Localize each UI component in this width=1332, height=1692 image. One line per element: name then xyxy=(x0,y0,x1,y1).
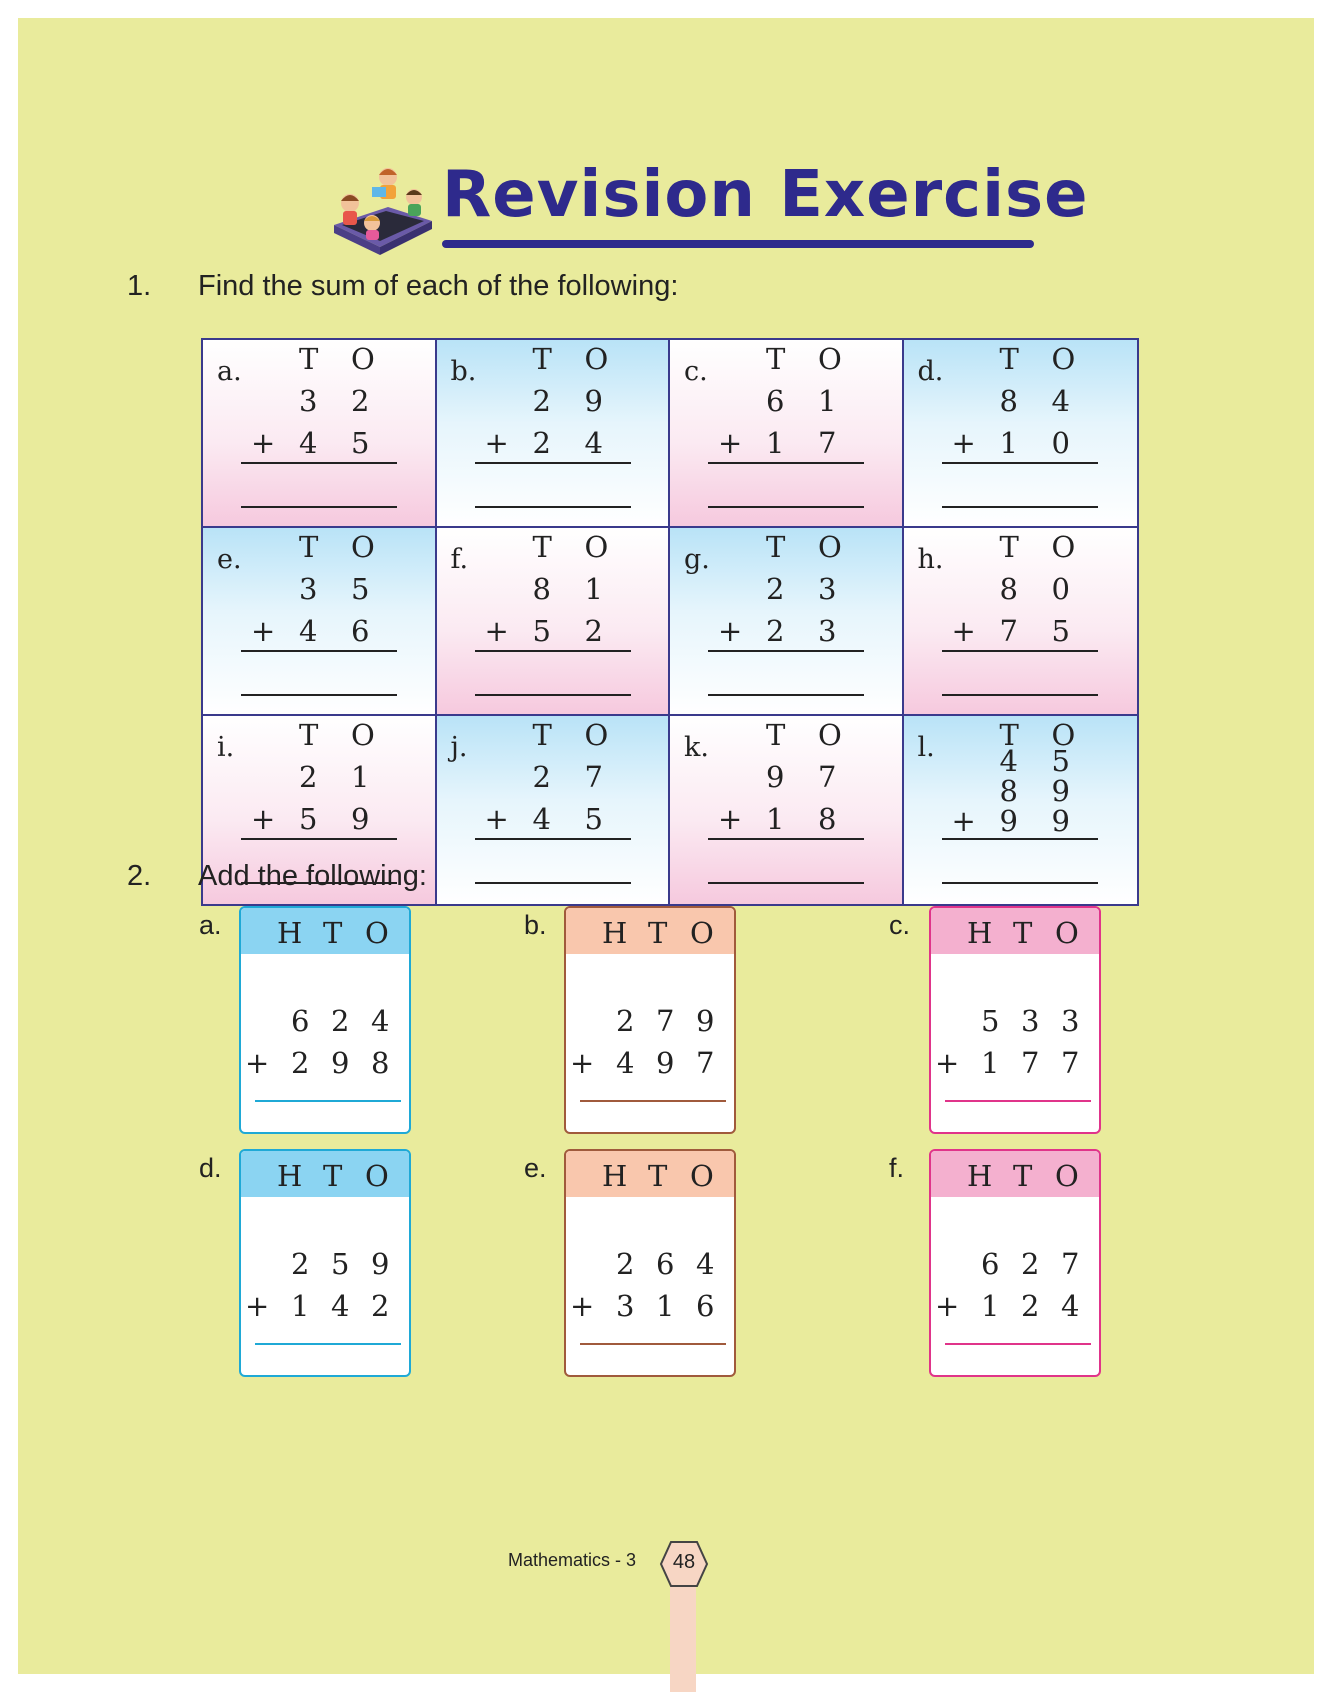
answer-line xyxy=(580,1100,726,1102)
addition-card xyxy=(239,906,411,1134)
sum-problem-cell xyxy=(670,340,904,528)
answer-line xyxy=(255,1343,401,1345)
page-number-badge xyxy=(659,1540,709,1588)
sum-problem-cell xyxy=(670,528,904,716)
tens-digit: 9 xyxy=(331,1046,350,1080)
tens-digit: 4 xyxy=(532,802,551,836)
answer-box xyxy=(708,462,864,508)
tens-header: T xyxy=(766,342,786,376)
tens-digit: 4 xyxy=(299,426,318,460)
hundreds-digit: 6 xyxy=(291,1004,310,1038)
tens-digit: 2 xyxy=(532,426,551,460)
ones-header: O xyxy=(690,1159,714,1193)
tens-digit: 5 xyxy=(331,1247,350,1281)
answer-line xyxy=(945,1343,1091,1345)
answer-box xyxy=(708,650,864,696)
problem-label: f. xyxy=(450,544,469,575)
ones-digit: 9 xyxy=(696,1004,715,1038)
ones-digit: 0 xyxy=(1051,426,1070,460)
ones-digit: 4 xyxy=(584,426,603,460)
answer-line xyxy=(255,1100,401,1102)
ones-digit: 5 xyxy=(351,426,370,460)
tens-digit: 4 xyxy=(299,614,318,648)
question-instruction: Add the following: xyxy=(198,860,427,892)
page xyxy=(18,18,1314,1674)
tens-header: T xyxy=(999,530,1019,564)
plus-sign: + xyxy=(570,1289,595,1323)
tens-digit: 9 xyxy=(656,1046,675,1080)
ones-digit: 4 xyxy=(1061,1289,1080,1323)
hundreds-header: H xyxy=(602,916,628,950)
plus-sign: + xyxy=(245,1289,270,1323)
place-value-header xyxy=(241,1151,409,1197)
tens-digit: 3 xyxy=(1021,1004,1040,1038)
hundreds-digit: 2 xyxy=(291,1247,310,1281)
place-value-header xyxy=(931,1151,1099,1197)
tens-digit: 1 xyxy=(766,426,785,460)
ones-digit: 2 xyxy=(371,1289,390,1323)
ones-header: O xyxy=(365,916,389,950)
sum-problem-cell xyxy=(670,716,904,904)
answer-box xyxy=(942,462,1098,508)
ones-digit: 2 xyxy=(351,384,370,418)
plus-sign: + xyxy=(484,802,509,836)
answer-box xyxy=(942,650,1098,696)
ones-digit: 6 xyxy=(696,1289,715,1323)
hundreds-digit: 1 xyxy=(981,1289,1000,1323)
ones-header: O xyxy=(818,342,842,376)
tens-digit: 2 xyxy=(532,384,551,418)
tens-digit: 3 xyxy=(299,572,318,606)
ones-digit: 4 xyxy=(371,1004,390,1038)
ones-header: O xyxy=(818,530,842,564)
answer-box xyxy=(708,838,864,884)
ones-header: O xyxy=(1055,916,1079,950)
tens-header: T xyxy=(532,718,552,752)
problem-label: a. xyxy=(199,910,222,940)
place-value-header xyxy=(241,908,409,954)
hundreds-digit: 2 xyxy=(616,1247,635,1281)
tens-header: T xyxy=(1013,1159,1033,1193)
ones-digit: 4 xyxy=(1051,384,1070,418)
ones-digit: 1 xyxy=(818,384,837,418)
ones-digit: 7 xyxy=(696,1046,715,1080)
hundreds-digit: 1 xyxy=(291,1289,310,1323)
question-number: 1. xyxy=(127,270,152,302)
tens-digit: 9 xyxy=(766,760,785,794)
tens-header: T xyxy=(323,916,343,950)
problem-label: d. xyxy=(199,1153,222,1183)
ones-header: O xyxy=(584,718,609,752)
sum-problem-cell xyxy=(203,528,437,716)
ones-digit: 5 xyxy=(1051,614,1070,648)
answer-box xyxy=(241,650,397,696)
tens-digit: 8 xyxy=(532,572,551,606)
tens-header: T xyxy=(299,342,319,376)
ones-header: O xyxy=(351,342,375,376)
plus-sign: + xyxy=(484,614,509,648)
addition-card xyxy=(564,906,736,1134)
plus-sign: + xyxy=(935,1289,960,1323)
tens-digit: 7 xyxy=(656,1004,675,1038)
page-title: Revision Exercise xyxy=(442,158,1089,232)
hundreds-header: H xyxy=(602,1159,628,1193)
tens-digit: 9 xyxy=(999,804,1018,838)
plus-sign: + xyxy=(570,1046,595,1080)
problem-label: e. xyxy=(524,1153,547,1183)
ones-digit: 5 xyxy=(1051,744,1070,778)
tens-header: T xyxy=(648,916,668,950)
ones-digit: 3 xyxy=(1061,1004,1080,1038)
title-block xyxy=(328,158,1089,258)
plus-sign: + xyxy=(251,802,276,836)
answer-line xyxy=(580,1343,726,1345)
ones-digit: 1 xyxy=(351,760,370,794)
tens-digit: 5 xyxy=(299,802,318,836)
hundreds-digit: 6 xyxy=(981,1247,1000,1281)
ones-digit: 0 xyxy=(1051,572,1070,606)
tens-digit: 4 xyxy=(999,744,1018,778)
ones-digit: 9 xyxy=(1051,804,1070,838)
ones-digit: 3 xyxy=(818,614,837,648)
tens-digit: 2 xyxy=(766,572,785,606)
tens-header: T xyxy=(648,1159,668,1193)
addition-card xyxy=(929,1149,1101,1377)
sum-problem-cell xyxy=(203,340,437,528)
ones-digit: 8 xyxy=(371,1046,390,1080)
problem-label: i. xyxy=(217,732,235,763)
tens-header: T xyxy=(1013,916,1033,950)
hundreds-header: H xyxy=(277,1159,303,1193)
hundreds-header: H xyxy=(967,1159,993,1193)
ones-digit: 1 xyxy=(584,572,603,606)
problem-label: f. xyxy=(889,1153,905,1183)
tens-digit: 7 xyxy=(999,614,1018,648)
ones-digit: 9 xyxy=(351,802,370,836)
tens-digit: 6 xyxy=(766,384,785,418)
hundreds-digit: 2 xyxy=(291,1046,310,1080)
tens-header: T xyxy=(766,530,786,564)
problem-label: a. xyxy=(217,356,242,387)
ones-header: O xyxy=(1051,718,1076,752)
tens-digit: 3 xyxy=(299,384,318,418)
tens-digit: 7 xyxy=(1021,1046,1040,1080)
sum-problem-cell xyxy=(904,716,1138,904)
place-value-header xyxy=(566,908,734,954)
title-underline xyxy=(442,240,1034,248)
problem-label: b. xyxy=(524,910,547,940)
ones-digit: 3 xyxy=(818,572,837,606)
tens-digit: 2 xyxy=(331,1004,350,1038)
tens-header: T xyxy=(323,1159,343,1193)
problem-label: h. xyxy=(917,544,944,575)
problem-label: k. xyxy=(684,732,709,763)
sum-problem-cell xyxy=(904,340,1138,528)
footer-subject: Mathematics - 3 xyxy=(508,1550,637,1570)
answer-box xyxy=(475,838,631,884)
tens-header: T xyxy=(766,718,786,752)
tens-digit: 2 xyxy=(299,760,318,794)
problem-label: c. xyxy=(684,356,708,387)
tens-header: T xyxy=(532,342,552,376)
sum-problem-cell xyxy=(437,528,671,716)
ones-digit: 8 xyxy=(818,802,837,836)
plus-sign: + xyxy=(951,614,976,648)
hundreds-digit: 1 xyxy=(981,1046,1000,1080)
place-value-header xyxy=(931,908,1099,954)
tens-header: T xyxy=(532,530,552,564)
tens-digit: 6 xyxy=(656,1247,675,1281)
sum-problem-cell xyxy=(437,340,671,528)
ones-digit: 4 xyxy=(696,1247,715,1281)
ones-digit: 9 xyxy=(371,1247,390,1281)
tens-digit: 2 xyxy=(532,760,551,794)
ones-digit: 9 xyxy=(1051,774,1070,808)
tens-digit: 2 xyxy=(766,614,785,648)
tens-header: T xyxy=(999,342,1019,376)
problem-label: l. xyxy=(917,732,935,763)
plus-sign: + xyxy=(718,426,743,460)
children-reading-book-icon xyxy=(328,163,438,258)
tens-header: T xyxy=(299,718,319,752)
ones-digit: 5 xyxy=(584,802,603,836)
answer-box xyxy=(475,462,631,508)
ones-digit: 2 xyxy=(584,614,603,648)
page-tab-strip xyxy=(670,1578,696,1692)
tens-digit: 2 xyxy=(1021,1289,1040,1323)
plus-sign: + xyxy=(251,426,276,460)
tens-digit: 1 xyxy=(766,802,785,836)
ones-digit: 7 xyxy=(584,760,603,794)
plus-sign: + xyxy=(718,614,743,648)
addition-card xyxy=(564,1149,736,1377)
tens-digit: 1 xyxy=(999,426,1018,460)
sum-problem-cell xyxy=(904,528,1138,716)
addition-card xyxy=(929,906,1101,1134)
hundreds-digit: 4 xyxy=(616,1046,635,1080)
ones-header: O xyxy=(365,1159,389,1193)
place-value-header xyxy=(566,1151,734,1197)
question-instruction: Find the sum of each of the following: xyxy=(198,270,679,302)
plus-sign: + xyxy=(951,426,976,460)
plus-sign: + xyxy=(245,1046,270,1080)
problem-label: d. xyxy=(917,356,944,387)
answer-box xyxy=(475,650,631,696)
question-number: 2. xyxy=(127,860,152,892)
ones-digit: 7 xyxy=(818,426,837,460)
tens-digit: 8 xyxy=(999,384,1018,418)
problem-label: b. xyxy=(450,356,477,387)
hundreds-header: H xyxy=(277,916,303,950)
ones-header: O xyxy=(584,530,609,564)
ones-digit: 6 xyxy=(351,614,370,648)
ones-digit: 7 xyxy=(818,760,837,794)
tens-digit: 4 xyxy=(331,1289,350,1323)
ones-header: O xyxy=(584,342,609,376)
problem-label: j. xyxy=(450,732,468,763)
plus-sign: + xyxy=(935,1046,960,1080)
problem-label: g. xyxy=(684,544,710,575)
tens-digit: 2 xyxy=(1021,1247,1040,1281)
ones-digit: 9 xyxy=(584,384,603,418)
tens-header: T xyxy=(299,530,319,564)
plus-sign: + xyxy=(251,614,276,648)
plus-sign: + xyxy=(951,804,976,838)
problem-label: c. xyxy=(889,910,911,940)
ones-header: O xyxy=(351,530,375,564)
answer-box xyxy=(241,462,397,508)
problem-label: e. xyxy=(217,544,242,575)
hundreds-digit: 3 xyxy=(616,1289,635,1323)
answer-box xyxy=(942,838,1098,884)
plus-sign: + xyxy=(484,426,509,460)
ones-header: O xyxy=(1055,1159,1079,1193)
ones-header: O xyxy=(1051,342,1076,376)
tens-header: T xyxy=(999,718,1019,752)
tens-digit: 8 xyxy=(999,572,1018,606)
addition-card xyxy=(239,1149,411,1377)
ones-digit: 5 xyxy=(351,572,370,606)
ones-digit: 7 xyxy=(1061,1247,1080,1281)
sum-problem-cell xyxy=(437,716,671,904)
hundreds-digit: 5 xyxy=(981,1004,1000,1038)
ones-header: O xyxy=(1051,530,1076,564)
plus-sign: + xyxy=(718,802,743,836)
ones-digit: 7 xyxy=(1061,1046,1080,1080)
ones-header: O xyxy=(818,718,842,752)
page-number: 48 xyxy=(672,1551,696,1573)
answer-line xyxy=(945,1100,1091,1102)
ones-header: O xyxy=(351,718,375,752)
tens-digit: 5 xyxy=(532,614,551,648)
hundreds-header: H xyxy=(967,916,993,950)
ones-header: O xyxy=(690,916,714,950)
sum-grid xyxy=(201,338,1139,906)
tens-digit: 1 xyxy=(656,1289,675,1323)
tens-digit: 8 xyxy=(999,774,1018,808)
hundreds-digit: 2 xyxy=(616,1004,635,1038)
